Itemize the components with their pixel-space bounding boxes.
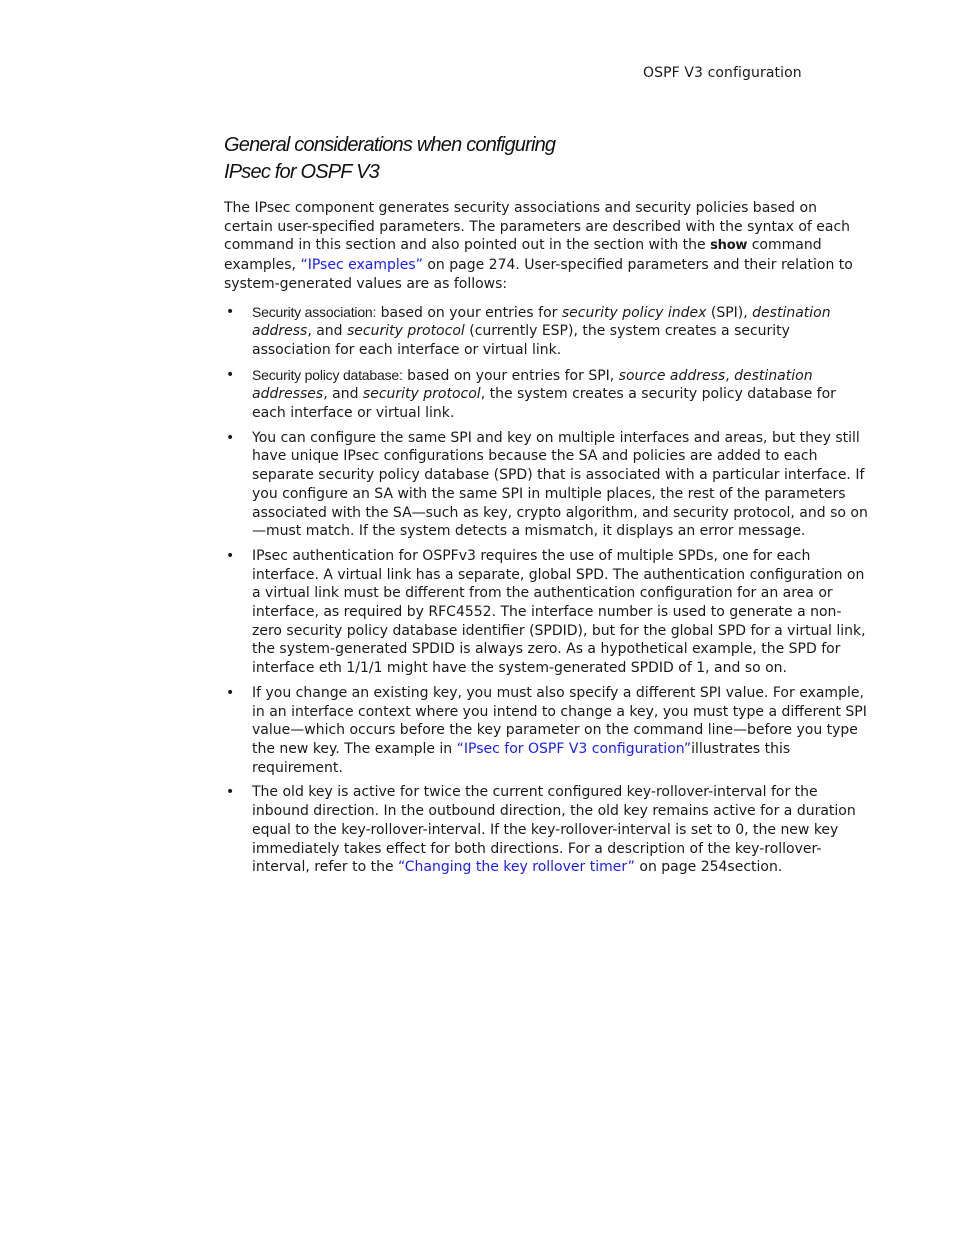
list-item-text: (SPI),: [706, 304, 753, 321]
intro-text: command examples,: [224, 237, 822, 274]
list-item-change-key: [224, 684, 870, 778]
bullet-icon: •: [226, 784, 235, 801]
list-item-text: based on your entries for SPI,: [402, 367, 619, 384]
italic-term: source address: [618, 367, 726, 384]
list-item-old-key: [224, 783, 870, 877]
list-item-text: illustrates this requirement.: [252, 740, 791, 776]
intro-paragraph: [224, 199, 870, 294]
list-item-text: (currently ESP), the system creates a security association for each interface or virtual link.: [252, 323, 790, 358]
ipsec-ospfv3-config-link[interactable]: “IPsec for OSPF V3 configuration”: [456, 740, 692, 757]
section-title-line2: IPsec for OSPF V3: [224, 161, 379, 183]
list-item-text: IPsec authentication for OSPFv3 requires the use of multiple SPDs, one for each interface. A virtual link has a separate, global SPD. The authentication configuration on a virtual link must be different from the authentication configuration for an area or interface, as required by RFC4552. The interface number is used to generate a non-zero security policy database identifier (SPDID), but for the global SPD for a virtual link, the system-generated SPDID is always zero. As a hypothetical example, the SPD for interface eth 1/1/1 might have the system-generated SPDID of 1, and so on.: [252, 547, 866, 677]
italic-term: security protocol: [362, 386, 481, 403]
list-item-text: , and: [307, 323, 348, 340]
list-item-text: The old key is active for twice the current configured key-rollover-interval for the inbound direction. In the outbound direction, the old key remains active for a duration equal to the key-rollover-interval. If the key-rollover-interval is set to 0, the new key immediately takes effect for both directions. For a description of the key-rollover-interval, refer to the: [252, 784, 856, 876]
intro-text: on page 274. User-specified parameters and their relation to system-generated values are as follows:: [224, 257, 853, 292]
main-content: [224, 199, 870, 883]
bullet-icon: •: [226, 684, 235, 701]
bullet-icon: •: [226, 366, 235, 383]
ipsec-examples-link[interactable]: “IPsec examples”: [300, 257, 423, 274]
italic-term: security protocol: [347, 323, 465, 340]
running-header: OSPF V3 configuration: [643, 65, 802, 81]
list-item-text: , the system creates a security policy database for each interface or virtual link.: [252, 386, 836, 422]
term-security-association: Security association:: [252, 303, 377, 320]
considerations-list: [224, 303, 870, 877]
list-item-text: on page 254section.: [634, 859, 783, 876]
italic-term: security policy index: [561, 304, 707, 321]
list-item-text: You can configure the same SPI and key on multiple interfaces and areas, but they still have unique IPsec configurations because the SA and policies are added to each separate security policy database (SPD) that is associated with a particular interface. If you configure an SA with the same SPI in multiple places, the rest of the parameters associated with the SA—such as key, crypto algorithm, and security protocol, and so on—must match. If the system detects a mismatch, it displays an error message.: [252, 429, 868, 540]
list-item-text: ,: [725, 367, 735, 384]
list-item-text: based on your entries for: [376, 304, 562, 321]
list-item-text: , and: [323, 386, 363, 403]
bullet-icon: •: [226, 547, 235, 564]
italic-term: destination address: [252, 304, 831, 340]
italic-term: destination addresses: [252, 367, 813, 403]
list-item-multiple-spds: [224, 547, 870, 678]
term-security-policy-database: Security policy database:: [252, 366, 403, 383]
section-title: [224, 132, 555, 186]
show-command: show: [710, 238, 748, 254]
key-rollover-timer-link[interactable]: “Changing the key rollover timer”: [398, 859, 635, 876]
list-item-security-policy-database: [224, 366, 870, 423]
list-item-text: If you change an existing key, you must also specify a different SPI value. For example, in an interface context where you intend to change a key, you must type a different SPI value—which occurs before the key parameter on the command line—before you type the new key. The example in: [252, 684, 867, 757]
section-title-line1: General considerations when configuring: [224, 134, 556, 156]
intro-text: The IPsec component generates security associations and security policies based on certain user-specified parameters. The parameters are described with the syntax of each command in this section and also pointed out in the section with the: [224, 200, 851, 254]
bullet-icon: •: [226, 303, 235, 320]
list-item-security-association: [224, 303, 870, 360]
bullet-icon: •: [226, 429, 235, 446]
list-item-same-spi: [224, 429, 870, 541]
